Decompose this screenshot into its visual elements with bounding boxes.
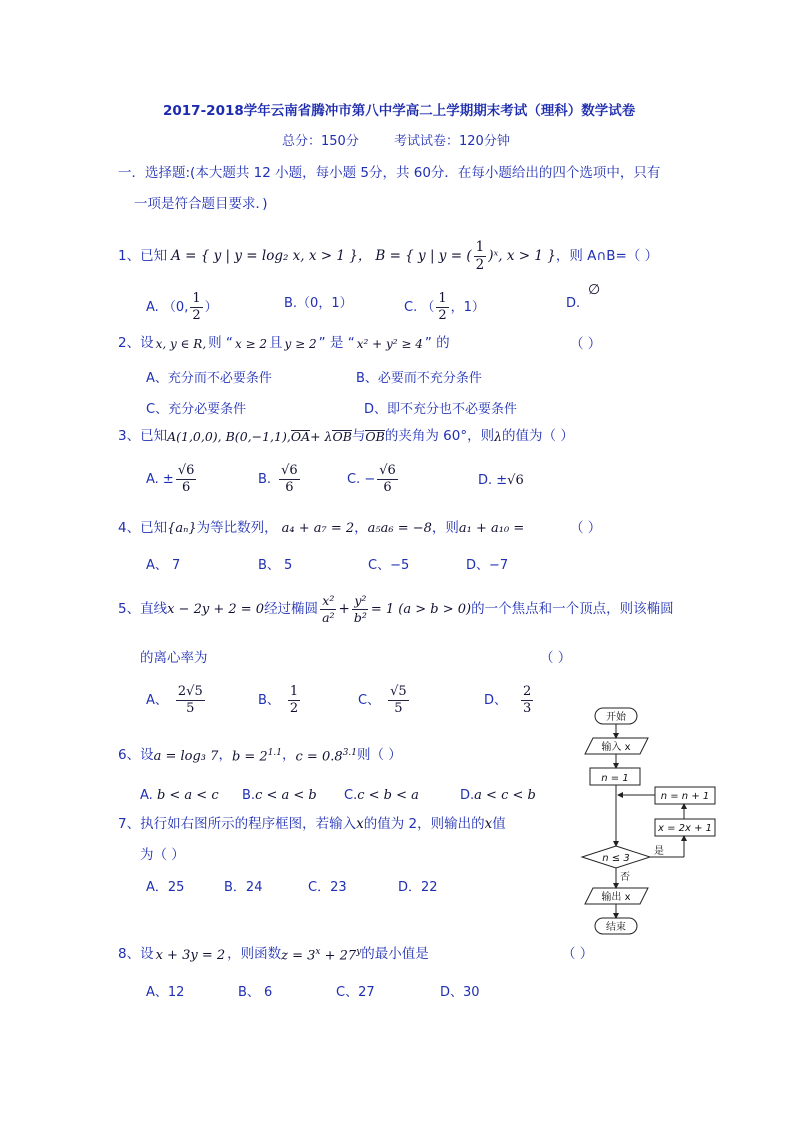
- question-6: [118, 749, 402, 763]
- q5-tail: 的一个焦点和一个顶点，则该椭圆: [471, 600, 674, 617]
- q5-y-fraction: [352, 594, 369, 625]
- q6-b-exp: 1.1: [267, 748, 283, 758]
- frac-denominator: 2: [192, 308, 201, 324]
- q8-expr: [281, 948, 361, 962]
- q8-option-b: B、 6: [238, 985, 273, 1000]
- q2-option-c: C、充分必要条件: [146, 402, 247, 417]
- option-value: b < a < c: [156, 788, 219, 803]
- option-label: B.: [242, 788, 256, 803]
- q3-plus-lambda: + λ: [310, 429, 333, 444]
- q1-option-d: D.: [566, 296, 581, 311]
- q8-exp-x: x: [315, 947, 321, 957]
- q2-answer-paren: （ ）: [570, 336, 602, 352]
- q6-comma: ，: [218, 747, 232, 764]
- option-fraction: [436, 292, 448, 324]
- q8-option-a: A、12: [146, 985, 185, 1000]
- q5-line2: 的离心率为: [140, 650, 208, 666]
- q4-comma: ，: [354, 520, 368, 536]
- q3-tail: 的值为（ ）: [502, 428, 574, 444]
- q6-tail: 则（ ）: [356, 747, 402, 764]
- total-score: 总分：150分: [282, 134, 359, 149]
- exam-time: 考试试卷：120分钟: [394, 134, 510, 149]
- question-7: [118, 818, 506, 832]
- q6-c: [296, 749, 357, 763]
- q4-option-d: D、−7: [466, 558, 509, 573]
- q4-eq-2: a₅a₆ = −8: [367, 521, 432, 537]
- q1-option-a: [146, 292, 218, 324]
- option-close: ，1）: [450, 300, 485, 316]
- q8-lead: 8、设: [118, 946, 154, 963]
- q8-function: ，则函数: [227, 946, 282, 963]
- q6-c-base: c = 0.8: [295, 749, 343, 765]
- q5-lead: 5、直线: [118, 600, 168, 617]
- q7-option-b: B．24: [224, 880, 263, 895]
- option-fraction: [521, 685, 533, 717]
- frac-denominator: 6: [181, 480, 191, 496]
- flow-output-label: 输出 x: [601, 892, 631, 903]
- option-fraction: [176, 464, 197, 496]
- q6-b: [232, 749, 282, 763]
- q1-tail: ，则 A∩B=（ ）: [555, 247, 659, 264]
- question-3: [118, 430, 574, 444]
- q5-through: 经过椭圆: [264, 600, 319, 617]
- q6-c-exp: 3.1: [342, 748, 357, 758]
- q4-option-b: B、 5: [258, 558, 293, 573]
- q2-option-d: D、即不充分也不必要条件: [364, 402, 518, 417]
- frac-denominator: 2: [289, 701, 299, 717]
- q5-option-b: [258, 685, 302, 717]
- q3-option-d: [478, 474, 524, 487]
- q7-text: 7、执行如右图所示的程序框图，若输入: [118, 816, 357, 832]
- frac-numerator: 2: [521, 685, 533, 701]
- q2-text: 则 “: [208, 335, 233, 351]
- flow-input-label: 输入 x: [601, 742, 631, 753]
- option-label: C. −: [347, 472, 376, 488]
- q7-var-x: x: [484, 816, 493, 832]
- flow-assign-label: x = 2x + 1: [657, 823, 713, 834]
- option-fraction: [279, 464, 300, 496]
- q5-option-d: [484, 685, 535, 717]
- q5-option-a: [146, 685, 207, 717]
- flow-increment-label: n = n + 1: [660, 791, 710, 802]
- frac-numerator: 1: [288, 685, 300, 701]
- q3-with: 与: [351, 428, 366, 444]
- q7-option-a: A．25: [146, 880, 185, 895]
- option-label: B、: [258, 693, 280, 709]
- vector-ob: OB: [332, 429, 352, 444]
- option-label: C. （: [404, 300, 435, 316]
- q3-option-b: [258, 464, 302, 496]
- option-label: C.: [344, 788, 358, 803]
- flow-yes-label: 是: [654, 846, 664, 857]
- q1-lead: 1、已知: [118, 247, 168, 264]
- frac-denominator: a²: [322, 609, 335, 625]
- q2-cond-y: y ≥ 2: [284, 336, 317, 351]
- q6-option-b: [242, 789, 317, 802]
- frac-numerator: 1: [475, 239, 485, 255]
- frac-numerator: 1: [436, 292, 448, 308]
- q7-text: 值: [492, 816, 506, 832]
- q2-cond-sum: x² + y² ≥ 4: [356, 336, 423, 351]
- q8-answer-paren: （ ）: [562, 946, 594, 962]
- option-fraction: [176, 685, 205, 717]
- q4-answer-paren: （ ）: [570, 520, 602, 536]
- q5-ellipse-eq: = 1 (a > b > 0): [370, 601, 472, 617]
- q4-option-a: A、 7: [146, 558, 181, 573]
- q2-option-a: A、充分而不必要条件: [146, 371, 272, 386]
- option-fraction: [377, 464, 398, 496]
- q7-line2: 为（ ）: [140, 847, 185, 863]
- flow-start-label: 开始: [606, 712, 626, 723]
- q2-cond-x: x ≥ 2: [234, 336, 268, 351]
- q3-points: A(1,0,0), B(0,−1,1),: [167, 429, 291, 444]
- option-fraction: [190, 292, 202, 324]
- q2-option-b: B、必要而不充分条件: [356, 371, 482, 386]
- q8-exp-y: y: [356, 947, 362, 957]
- option-label: D.: [460, 788, 475, 803]
- q1-set-b-start: B = { y | y = (: [375, 247, 472, 264]
- q8-expr-b: + 27: [320, 948, 357, 964]
- flow-condition-label: n ≤ 3: [602, 853, 630, 864]
- option-fraction: [288, 685, 300, 717]
- q3-option-c: [347, 464, 400, 496]
- question-2: [118, 337, 450, 351]
- q4-eq-1: a₄ + a₇ = 2: [281, 521, 355, 537]
- option-fraction: [388, 685, 409, 717]
- frac-numerator: √6: [279, 464, 300, 480]
- frac-denominator: 6: [285, 480, 294, 496]
- q7-option-c: C．23: [308, 880, 347, 895]
- q3-lambda: λ: [494, 429, 503, 444]
- question-1: [118, 240, 658, 273]
- frac-numerator: 1: [190, 292, 202, 308]
- q3-option-a: [146, 464, 198, 496]
- q8-constraint: x + 3y = 2: [155, 947, 226, 963]
- exam-title: 2017-2018学年云南省腾冲市第八中学高二上学期期末考试（理科）数学试卷: [163, 103, 636, 119]
- frac-numerator: 2√5: [176, 685, 205, 701]
- option-value: √6: [507, 473, 524, 488]
- flow-end-label: 结束: [606, 922, 626, 933]
- q6-option-c: [344, 789, 419, 802]
- q4-lead: 4、已知: [118, 520, 168, 536]
- q6-option-a: [140, 789, 219, 802]
- option-label: C、: [358, 693, 381, 709]
- q6-comma: ，: [282, 747, 296, 764]
- q7-option-d: D．22: [398, 880, 438, 895]
- option-value: c < b < a: [357, 788, 419, 803]
- q5-line: x − 2y + 2 = 0: [167, 601, 265, 617]
- option-label: B.: [258, 472, 272, 488]
- q6-lead: 6、设: [118, 747, 154, 764]
- q4-option-c: C、−5: [368, 558, 410, 573]
- q6-a: a = log₃ 7: [153, 748, 219, 764]
- q2-is: ” 是 “: [318, 335, 355, 351]
- frac-denominator: 5: [394, 701, 403, 717]
- q5-x-fraction: [320, 594, 336, 625]
- q3-angle: 的夹角为 60°，则: [384, 428, 495, 444]
- q1-set-b-end: )ˣ, x > 1 }: [488, 247, 556, 264]
- vector-ob-2: OB: [365, 429, 385, 444]
- frac-numerator: √6: [377, 464, 398, 480]
- q4-then: ，则: [431, 520, 459, 536]
- q2-lead: 2、设: [118, 335, 154, 351]
- q7-text: 的值为 2，则输出的: [363, 816, 485, 832]
- vector-oa: OA: [290, 429, 311, 444]
- q4-eq-3: a₁ + a₁₀ =: [458, 521, 525, 537]
- q8-tail: 的最小值是: [361, 946, 429, 963]
- frac-denominator: b²: [353, 609, 367, 625]
- q5-answer-paren: （ ）: [540, 650, 572, 666]
- question-8: [118, 948, 429, 962]
- q8-option-d: D、30: [440, 985, 480, 1000]
- frac-denominator: 6: [383, 480, 392, 496]
- option-label: A. （0,: [146, 300, 189, 316]
- frac-denominator: 3: [523, 701, 532, 717]
- option-label: A.: [140, 788, 153, 803]
- question-5: 5、直线 x − 2y + 2 = 0 经过椭圆 $\frac{\text{x²}}{\text{a²}}$ + $\frac{\text{y²}}{\text{b²}}$ = 1 (a > b > 0) 的一个焦点和一个顶点，则该椭圆: [118, 593, 674, 625]
- q4-sequence: {aₙ}: [167, 521, 197, 537]
- program-flowchart: [580, 700, 730, 945]
- section-heading-cont: 一项是符合题目要求．): [134, 196, 268, 212]
- empty-set-symbol: ∅: [588, 282, 601, 298]
- option-label: D. ±: [478, 473, 508, 488]
- q1-option-b: B.（0，1）: [284, 296, 353, 311]
- option-value: a < c < b: [474, 788, 536, 803]
- frac-numerator: √6: [176, 464, 197, 480]
- option-label: A、: [146, 693, 168, 709]
- question-4: [118, 522, 524, 536]
- q1-set-b-fraction: [474, 240, 487, 273]
- q8-expr-a: z = 3: [281, 948, 316, 964]
- q2-and: 且: [269, 335, 283, 351]
- q6-b-base: b = 2: [231, 749, 268, 765]
- frac-denominator: 2: [475, 256, 485, 273]
- option-close: ）: [204, 300, 218, 316]
- q1-set-a: A = { y | y = log₂ x, x > 1 }，: [171, 247, 372, 264]
- q4-geometric: 为等比数列，: [196, 520, 278, 536]
- section-heading: 一．选择题:(本大题共 12 小题，每小题 5分，共 60分．在每小题给出的四个选项中，只有: [118, 165, 661, 181]
- option-label: D、: [484, 693, 508, 709]
- q6-option-d: [460, 789, 536, 802]
- q5-option-c: [358, 685, 411, 717]
- q8-option-c: C、27: [336, 985, 375, 1000]
- frac-denominator: 2: [438, 308, 447, 324]
- q2-vars: x, y ∈ R,: [155, 336, 207, 351]
- q2-of: ” 的: [424, 335, 450, 351]
- q1-option-c: [404, 292, 485, 324]
- q3-lead: 3、已知: [118, 428, 168, 444]
- option-value: c < a < b: [255, 788, 317, 803]
- frac-numerator: x²: [322, 593, 335, 608]
- frac-numerator: y²: [354, 593, 367, 608]
- flow-init-label: n = 1: [601, 773, 629, 784]
- option-label: A. ±: [146, 472, 174, 488]
- q7-var-x: x: [356, 816, 364, 832]
- frac-numerator: √5: [388, 685, 409, 701]
- flow-no-label: 否: [620, 872, 630, 883]
- frac-denominator: 5: [186, 701, 195, 717]
